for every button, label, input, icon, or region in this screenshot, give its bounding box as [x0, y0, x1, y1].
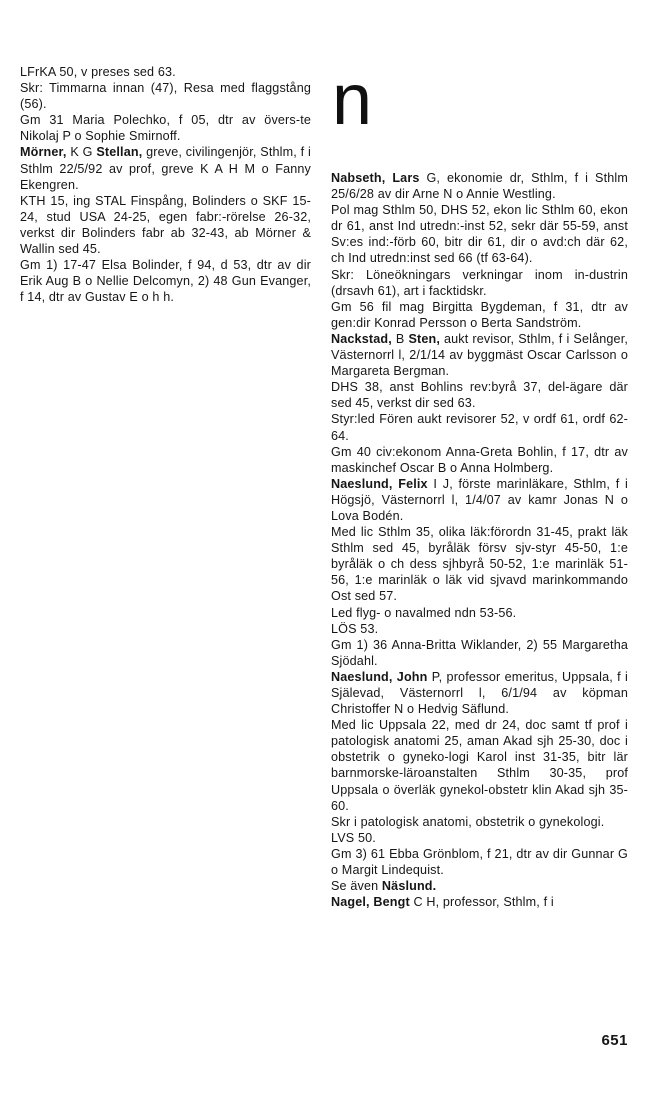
- entry-surname: Nagel,: [331, 895, 370, 910]
- entry-surname: Naeslund,: [331, 476, 393, 491]
- entry-surname: Nabseth,: [331, 171, 386, 185]
- left-column: [20, 64, 311, 305]
- page-number: 651: [601, 1032, 628, 1049]
- continuation-line: Gm 31 Maria Polechko, f 05, dtr av övers-te Nikolaj P o Sophie Smirnoff.: [20, 113, 311, 144]
- entry-given-plain: K G: [66, 145, 97, 160]
- entry-paragraph: Med lic Sthlm 35, olika läk:förordn 31-45, prakt läk Sthlm sed 45, byråläk försv sjv-styr 45-50, 1:e byråläk o ch dess sjhbyrå 50-52, 1:e marinläk 51-56, 1:e marinläk o läk vid sjvavd marinkommando Ost sed 57.: [331, 525, 628, 604]
- entry-surname: Mörner,: [20, 145, 67, 160]
- entry-paragraph: LÖS 53.: [331, 621, 379, 636]
- biography-entry: [331, 331, 628, 476]
- entry-given-bold: Sten,: [408, 331, 440, 346]
- continuation-line: Skr: Timmarna innan (47), Resa med flaggstång (56).: [20, 81, 311, 112]
- entry-paragraph: Styr:led Fören aukt revisorer 52, v ordf 61, ordf 62-64.: [331, 412, 628, 443]
- entry-header: [331, 669, 628, 717]
- entry-paragraph: Pol mag Sthlm 50, DHS 52, ekon lic Sthlm 60, ekon dr 61, anst Ind utredn:-inst 52, sekr där 55-59, anst Sv:es ind:-förb 60, bitr dir 61, dir o avd:ch där 62, ch Ind utredn:inst sed 66 (tf 63-64).: [331, 203, 628, 266]
- entry-header-rest: aukt revisor, Sthlm, f i Selånger, Västernorrl l, 2/1/14 av byggmäst Oscar Carlsson o Margareta Bergman.: [331, 331, 628, 379]
- biography-entry: [20, 144, 311, 305]
- entry-given-bold: Felix: [398, 476, 428, 491]
- entry-paragraph: Skr: Löneökningars verkningar inom in-dustrin (drsavh 61), art i facktidskr.: [331, 267, 628, 298]
- entry-header: [331, 331, 628, 379]
- entry-header: [331, 894, 628, 910]
- entry-header: [20, 144, 311, 192]
- biography-entry: [331, 170, 628, 331]
- biography-entry: [331, 476, 628, 669]
- entry-paragraph: LVS 50.: [331, 830, 376, 845]
- entry-header-rest: G, ekonomie dr, Sthlm, f i Sthlm 25/6/28 av dir Arne N o Annie Westling.: [331, 171, 628, 202]
- entry-paragraph: Gm 1) 36 Anna-Britta Wiklander, 2) 55 Margaretha Sjödahl.: [331, 637, 628, 668]
- entry-paragraph: DHS 38, anst Bohlins rev:byrå 37, del-ägare där sed 45, verkst dir sed 63.: [331, 380, 628, 411]
- entry-paragraph: Gm 40 civ:ekonom Anna-Greta Bohlin, f 17, dtr av maskinchef Oscar B o Anna Holmberg.: [331, 444, 628, 475]
- entry-paragraph: Gm 1) 17-47 Elsa Bolinder, f 94, d 53, dtr av dir Erik Aug B o Nellie Delcomyn, 2) 48 Gun Evanger, f 14, dtr av Gustav E o h h.: [20, 258, 311, 305]
- entry-given-bold: Bengt: [373, 895, 410, 910]
- entry-header-rest: greve, civilingenjör, Sthlm, f i Sthlm 22/5/92 av prof, greve K A H M o Fanny Ekengren.: [20, 145, 311, 192]
- entry-paragraph: KTH 15, ing STAL Finspång, Bolinders o SKF 15-24, stud USA 24-25, egen fabr:-rörelse 26-32, verkst dir Bolinders fabr ab 32-43, ab Mörner & Wallin sed 45.: [20, 193, 311, 257]
- section-letter: n: [332, 60, 373, 140]
- entry-given-plain: B: [391, 331, 409, 346]
- entry-header-rest: C H, professor, Sthlm, f i: [409, 895, 554, 910]
- entry-header-rest: I J, förste marinläkare, Sthlm, f i Högsjö, Västernorrl l, 1/4/07 av kamr Jonas N o Lova Bodén.: [331, 476, 628, 523]
- entry-surname: Nackstad,: [331, 331, 392, 346]
- entry-paragraph: Skr i patologisk anatomi, obstetrik o gynekologi.: [331, 814, 605, 829]
- see-also-prefix: Se även: [331, 879, 382, 894]
- biography-entry: [331, 669, 628, 894]
- entry-header: [331, 476, 628, 524]
- entry-paragraph: Gm 56 fil mag Birgitta Bygdeman, f 31, dtr av gen:dir Konrad Persson o Berta Sandström.: [331, 299, 628, 330]
- continuation-line: LFrKA 50, v preses sed 63.: [20, 65, 176, 79]
- biography-entry: [331, 894, 628, 910]
- entry-given-bold: Lars: [392, 171, 420, 185]
- right-column: [331, 170, 628, 910]
- entry-header: [331, 170, 628, 202]
- entry-given-bold: John: [396, 669, 428, 684]
- entry-paragraph: Led flyg- o navalmed ndn 53-56.: [331, 605, 517, 620]
- see-also-link: Näslund.: [381, 879, 437, 894]
- entry-paragraph: Med lic Uppsala 22, med dr 24, doc samt tf prof i patologisk anatomi 25, aman Akad sjh 25-30, doc i obstetrik o gyneko-logi Karol inst 31-35, bitr lär barnmorske-läroanstalten Sthlm 30-35, prof Uppsala o överläk gynekol-obstetr klin Akad sjh 35-60.: [331, 718, 628, 813]
- entry-paragraph: Gm 3) 61 Ebba Grönblom, f 21, dtr av dir Gunnar G o Margit Lindequist.: [331, 846, 628, 878]
- entry-header-rest: P, professor emeritus, Uppsala, f i Själevad, Västernorrl l, 6/1/94 av köpman Christoffer N o Hedvig Säflund.: [331, 669, 628, 717]
- entry-given-bold: Stellan,: [96, 145, 143, 160]
- see-also-reference: [331, 878, 628, 894]
- entry-surname: Naeslund,: [331, 669, 393, 684]
